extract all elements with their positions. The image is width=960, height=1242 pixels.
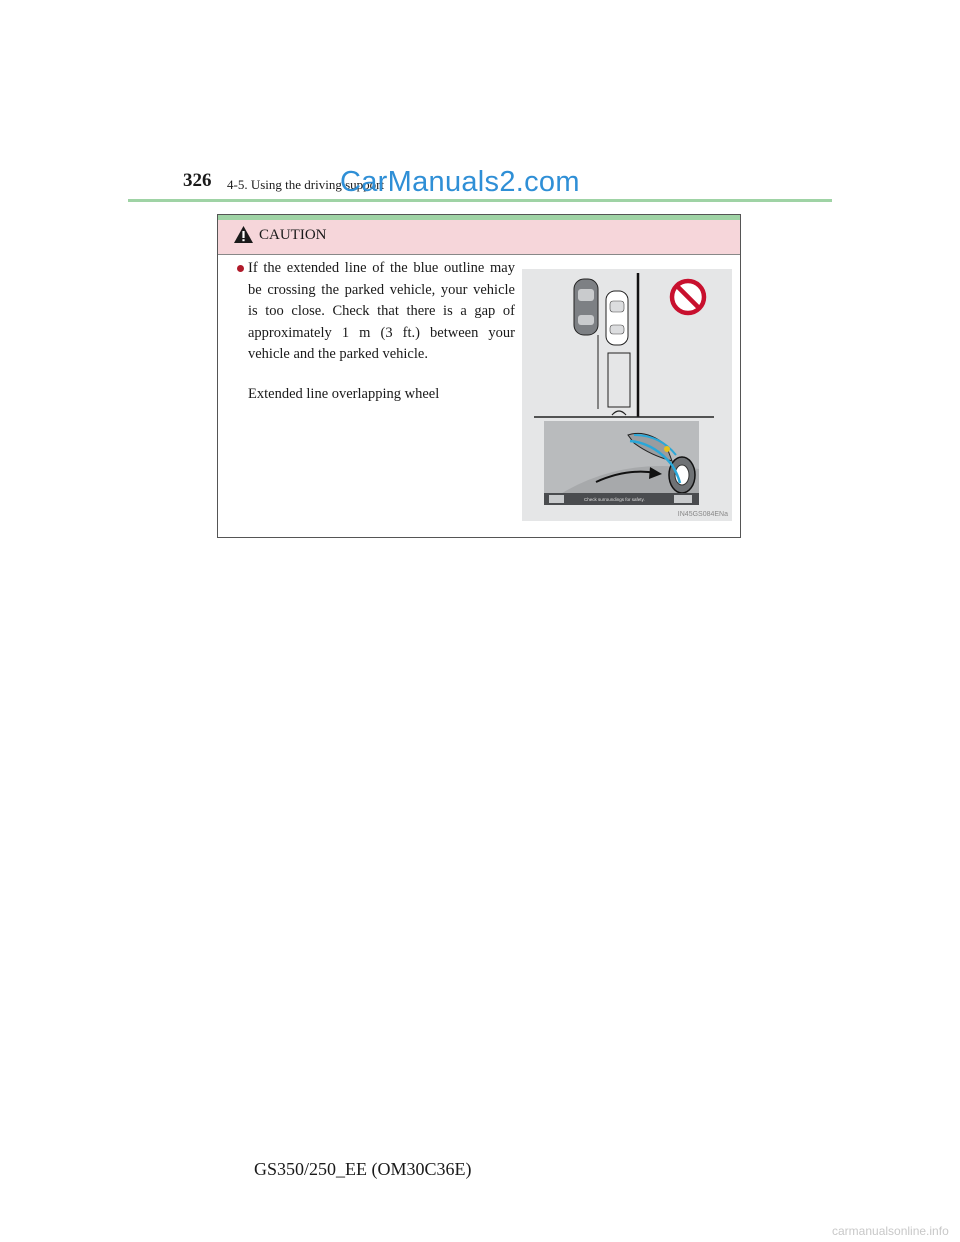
header-rule <box>128 199 832 202</box>
footer-model: GS350/250_EE (OM30C36E) <box>254 1159 472 1179</box>
own-car-icon <box>606 291 628 345</box>
caution-label: CAUTION <box>259 227 327 243</box>
caution-text: If the extended line of the blue outline may be crossing the parked vehicle, your vehicle is too close. Check that there is a gap of approximately 1 m (3 ft.) between your vehicle and the parked vehicle. <box>248 260 515 363</box>
watermark-bottom: carmanualsonline.info <box>832 1224 949 1238</box>
figure-caption: Extended line overlapping wheel <box>248 386 440 402</box>
screen-banner-text: Check surroundings for safety. <box>584 497 645 502</box>
watermark-top: CarManuals2.com <box>340 166 580 198</box>
camera-screen <box>544 421 699 505</box>
parking-illustration <box>522 269 732 521</box>
caution-header <box>218 220 740 255</box>
bullet-icon <box>237 265 244 272</box>
figure-code: IN45GS084ENa <box>677 511 728 518</box>
warning-icon <box>233 225 254 244</box>
page-number: 326 <box>183 170 212 191</box>
prohibited-icon <box>672 281 704 313</box>
parking-illustration-drawing <box>522 269 732 521</box>
parked-car-icon <box>574 279 598 335</box>
section-title: 4-5. Using the driving support <box>227 177 385 192</box>
caution-box <box>217 214 741 538</box>
